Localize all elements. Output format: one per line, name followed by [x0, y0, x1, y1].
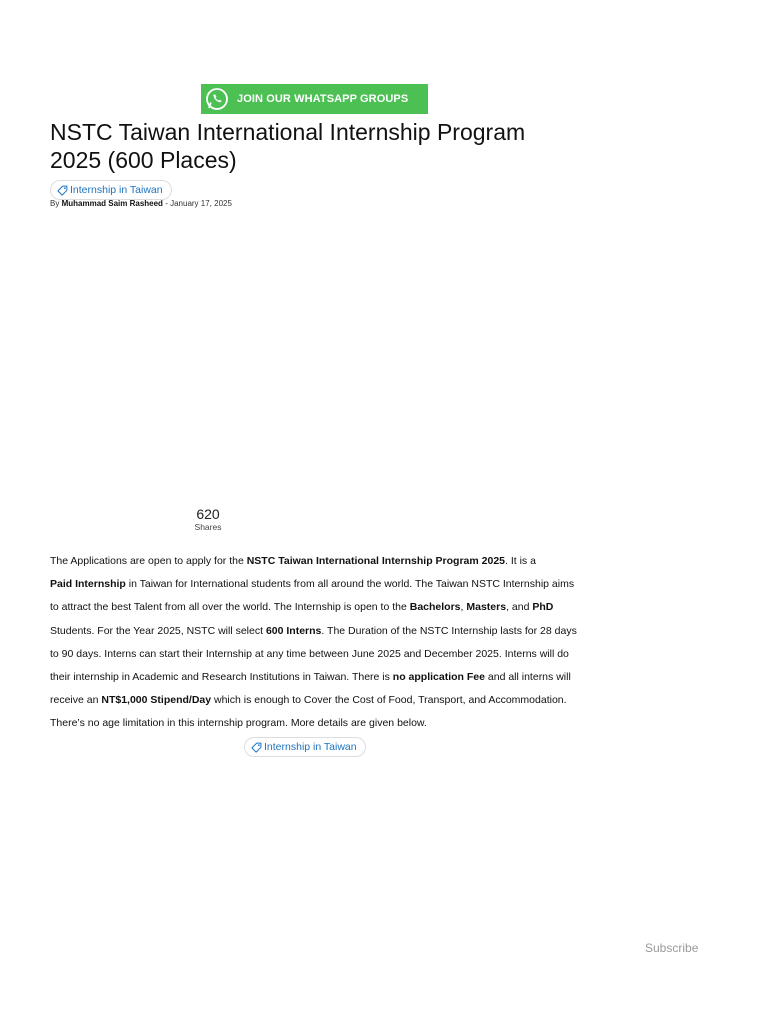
- article-paragraph: [50, 550, 580, 736]
- body-bold-paid: Paid Internship: [50, 578, 126, 591]
- whatsapp-groups-banner[interactable]: [201, 84, 428, 114]
- byline-prefix: By: [50, 199, 60, 208]
- post-date: January 17, 2025: [170, 199, 232, 208]
- whatsapp-banner-text: JOIN OUR WHATSAPP GROUPS: [237, 93, 409, 105]
- body-text-1: The Applications are open to apply for the: [50, 555, 247, 567]
- byline: [50, 199, 232, 208]
- body-bold-bachelors: Bachelors: [409, 601, 461, 614]
- tag-icon: [57, 185, 68, 196]
- body-text-2: . It is a: [505, 555, 536, 567]
- inline-category-tag-label: Internship in Taiwan: [264, 741, 357, 753]
- body-text-7: . The Duration of the NSTC Internship lasts for 28 days to 90 days. Interns can start their Internship at any time between June 2025 and December 2025. Interns will do their internship in Academic and Research Institutions in Taiwan. There is: [50, 624, 577, 684]
- tag-icon: [251, 742, 262, 753]
- body-text-9: which is enough to Cover the Cost of Food, Transport, and Accommodation. There’s no age limitation in this internship program. More details are given below.: [50, 694, 567, 730]
- body-bold-program: NSTC Taiwan International Internship Program 2025: [246, 555, 505, 567]
- share-counter: [190, 506, 226, 532]
- body-text-4: ,: [460, 601, 467, 614]
- page-title: NSTC Taiwan International Internship Program 2025 (600 Places): [50, 119, 526, 173]
- whatsapp-icon: [205, 87, 229, 111]
- body-bold-interns: 600 Interns: [265, 624, 322, 637]
- body-bold-masters: Masters: [466, 601, 507, 614]
- body-text-3: in Taiwan for International students from all around the world. The Taiwan NSTC Internship aims to attract the best Talent from all over the world. The Internship is open to the: [50, 578, 575, 614]
- body-bold-phd: PhD: [532, 601, 554, 614]
- share-count-label: Shares: [194, 522, 222, 532]
- byline-separator: -: [165, 199, 168, 208]
- subscribe-link[interactable]: Subscribe: [645, 941, 699, 955]
- author-link[interactable]: Muhammad Saim Rasheed: [61, 199, 163, 208]
- body-text-6: Students. For the Year 2025, NSTC will select: [50, 624, 266, 637]
- category-tag-label: Internship in Taiwan: [70, 184, 163, 196]
- body-text-5: , and: [506, 601, 533, 614]
- body-bold-stipend: NT$1,000 Stipend/Day: [101, 694, 212, 707]
- body-text-8: and all interns will receive an: [50, 671, 571, 707]
- category-tag-link[interactable]: [50, 180, 172, 200]
- body-bold-fee: no application Fee: [392, 671, 485, 684]
- inline-category-tag-link[interactable]: [244, 737, 366, 757]
- share-count-number: 620: [196, 506, 220, 522]
